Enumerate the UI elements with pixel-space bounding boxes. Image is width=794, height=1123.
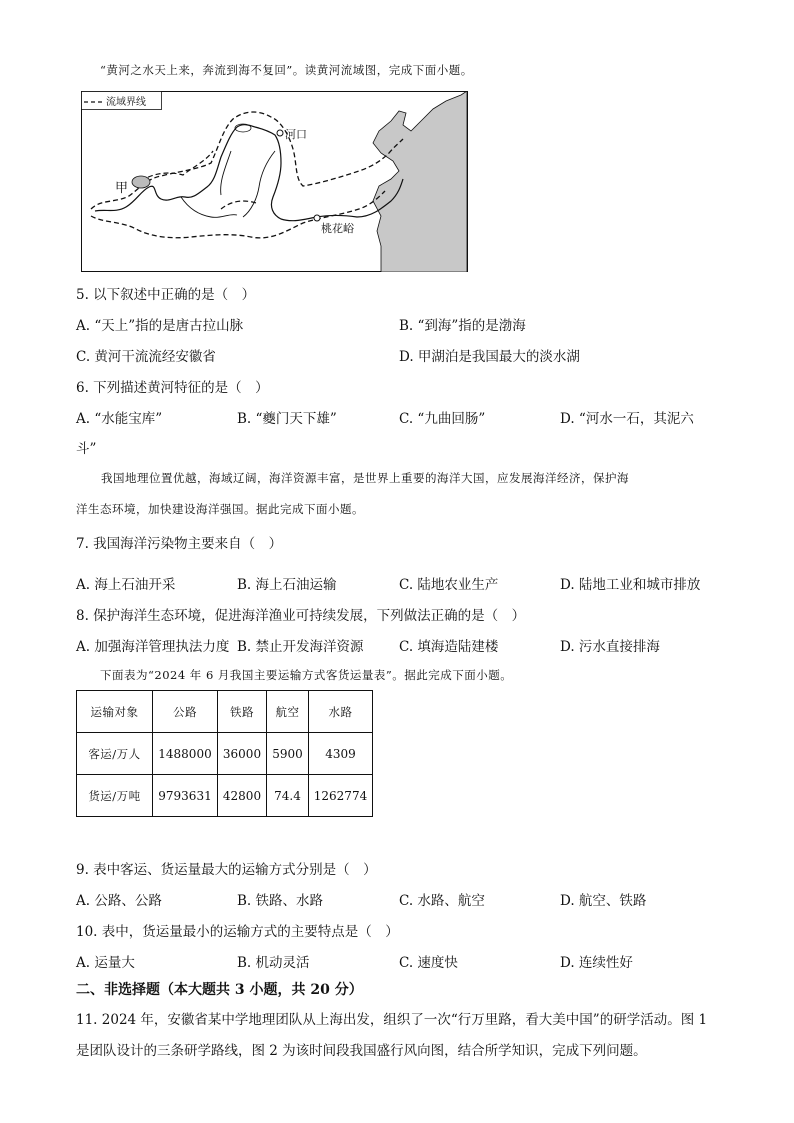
q5-option-a: A. “天上”指的是唐古拉山脉: [76, 318, 244, 334]
table-row: [77, 733, 373, 775]
q10-option-a: A. 运量大: [76, 955, 135, 971]
q11-line-2: 是团队设计的三条研学路线，图 2 为该时间段我国盛行风向图，结合所学知识，完成下列问题。: [76, 1043, 647, 1059]
legend-label: 流域界线: [106, 97, 146, 108]
intro-map: “黄河之水天上来，奔流到海不复回”。读黄河流域图，完成下面小题。: [100, 63, 473, 77]
transport-table: [76, 690, 373, 817]
table-cell: 5900: [267, 733, 309, 775]
q6-option-d-cont: 斗”: [76, 441, 97, 457]
q11-line-1: 11. 2024 年，安徽省某中学地理团队从上海出发，组织了一次“行万里路，看大美中国”的研学活动。图 1: [76, 1012, 708, 1028]
q10-option-d: D. 连续性好: [560, 955, 633, 971]
table-header-cell: 航空: [267, 691, 309, 733]
q8-option-b: B. 禁止开发海洋资源: [237, 639, 364, 655]
intro-table: 下面表为“2024 年 6 月我国主要运输方式客货运量表”。据此完成下面小题。: [100, 668, 513, 682]
q10-option-c: C. 速度快: [399, 955, 458, 971]
table-cell: 货运/万吨: [77, 775, 153, 817]
q8-option-d: D. 污水直接排海: [560, 639, 660, 655]
q9-option-c: C. 水路、航空: [399, 893, 485, 909]
q6-option-b: B. “夔门天下雄”: [237, 411, 337, 427]
q10-option-b: B. 机动灵活: [237, 955, 310, 971]
table-cell: 9793631: [153, 775, 218, 817]
q8-option-a: A. 加强海洋管理执法力度: [76, 639, 230, 655]
label-jia: 甲: [115, 181, 129, 196]
label-hekou: 河口: [285, 128, 307, 141]
section-heading: 二、非选择题（本大题共 3 小题，共 20 分）: [76, 982, 363, 998]
q8-option-c: C. 填海造陆建楼: [399, 639, 499, 655]
table-header-cell: 铁路: [218, 691, 267, 733]
table-cell: 1488000: [153, 733, 218, 775]
q7-option-a: A. 海上石油开采: [76, 577, 176, 593]
table-cell: 4309: [309, 733, 373, 775]
q9-option-a: A. 公路、公路: [76, 893, 162, 909]
lake-jia: [132, 176, 150, 188]
table-header-row: [77, 691, 373, 733]
q7-stem: 7. 我国海洋污染物主要来自（ ）: [76, 536, 283, 552]
table-header-cell: 公路: [153, 691, 218, 733]
table-header-cell: 水路: [309, 691, 373, 733]
q6-option-a: A. “水能宝库”: [76, 411, 163, 427]
q9-stem: 9. 表中客运、货运量最大的运输方式分别是（ ）: [76, 862, 377, 878]
q9-option-d: D. 航空、铁路: [560, 893, 647, 909]
q9-option-b: B. 铁路、水路: [237, 893, 324, 909]
table-cell: 1262774: [309, 775, 373, 817]
q6-option-c: C. “九曲回肠”: [399, 411, 486, 427]
hekou-point: [277, 130, 283, 136]
q8-stem: 8. 保护海洋生态环境，促进海洋渔业可持续发展，下列做法正确的是（ ）: [76, 608, 526, 624]
q7-option-d: D. 陆地工业和城市排放: [560, 577, 701, 593]
table-row: [77, 775, 373, 817]
q6-option-d: D. “河水一石，其泥六: [560, 411, 694, 427]
q5-option-c: C. 黄河干流流经安徽省: [76, 349, 216, 365]
q5-option-d: D. 甲湖泊是我国最大的淡水湖: [399, 349, 580, 365]
table-cell: 36000: [218, 733, 267, 775]
q7-option-c: C. 陆地农业生产: [399, 577, 499, 593]
q7-option-b: B. 海上石油运输: [237, 577, 337, 593]
yellow-river-map: [81, 91, 468, 272]
taohuayu-point: [314, 215, 320, 221]
intro-ocean-2: 洋生态环境，加快建设海洋强国。据此完成下面小题。: [76, 502, 364, 516]
q5-stem: 5. 以下叙述中正确的是（ ）: [76, 287, 256, 303]
table-cell: 客运/万人: [77, 733, 153, 775]
q6-stem: 6. 下列描述黄河特征的是（ ）: [76, 380, 269, 396]
table-cell: 74.4: [267, 775, 309, 817]
q5-option-b: B. “到海”指的是渤海: [399, 318, 526, 334]
table-header-cell: 运输对象: [77, 691, 153, 733]
label-taohuayu: 桃花峪: [321, 222, 354, 235]
q10-stem: 10. 表中，货运量最小的运输方式的主要特点是（ ）: [76, 924, 399, 940]
table-cell: 42800: [218, 775, 267, 817]
intro-ocean-1: 我国地理位置优越，海域辽阔，海洋资源丰富，是世界上重要的海洋大国，应发展海洋经济，保护海: [101, 471, 629, 485]
